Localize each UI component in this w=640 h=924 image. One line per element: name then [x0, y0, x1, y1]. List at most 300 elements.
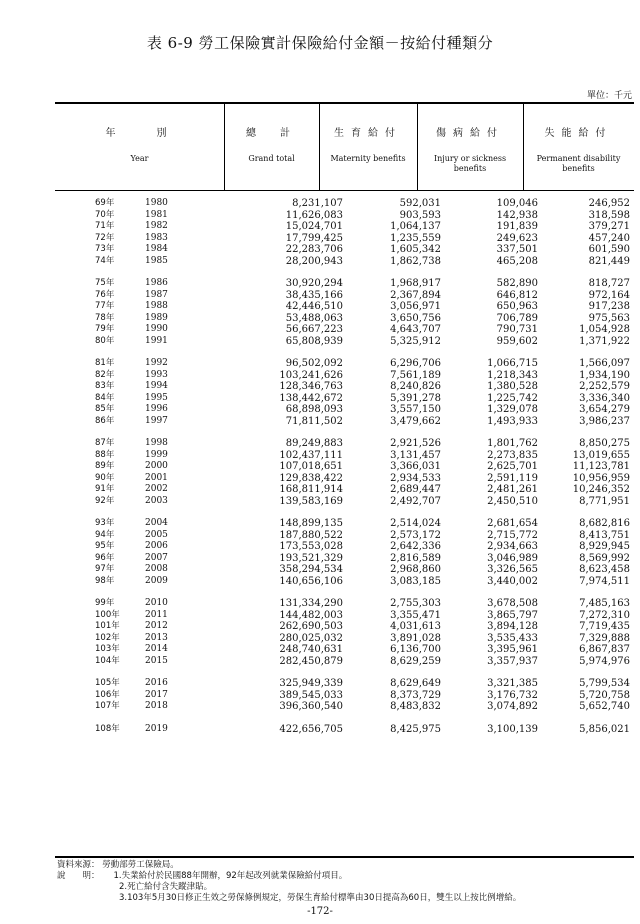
table-row [55, 678, 634, 690]
year-ad-cell: 1980 [145, 198, 168, 208]
injury-cell: 706,789 [496, 312, 538, 324]
grand-total-cell: 129,838,422 [279, 472, 343, 484]
year-ad-cell: 1985 [145, 255, 168, 266]
disability-cell: 13,019,655 [572, 449, 630, 461]
grand-total-cell: 56,667,223 [285, 324, 343, 335]
header-injury [417, 104, 523, 190]
table-row [55, 701, 634, 713]
table-row [55, 553, 634, 565]
maternity-cell: 2,689,447 [390, 484, 441, 495]
disability-cell: 318,598 [588, 209, 630, 221]
grand-total-cell: 89,249,883 [285, 438, 343, 449]
maternity-cell: 4,031,613 [390, 621, 441, 632]
injury-cell: 3,176,732 [487, 689, 538, 701]
grand-total-cell: 30,920,294 [285, 278, 343, 289]
injury-cell: 2,681,654 [487, 518, 538, 529]
maternity-cell: 2,934,533 [390, 472, 441, 484]
year-ad-cell: 2015 [145, 655, 168, 666]
year-roc-cell: 103年 [95, 644, 120, 654]
header-year-en: Year [130, 154, 149, 163]
year-roc-cell: 102年 [95, 632, 120, 643]
year-roc-cell: 98年 [95, 575, 115, 586]
table-row [55, 518, 634, 530]
year-roc-cell: 97年 [95, 564, 115, 574]
table-title: 表 6-9 勞工保險實計保險給付金額－按給付種類分 [146, 34, 494, 52]
maternity-cell: 8,629,259 [390, 655, 441, 667]
table-row [55, 656, 634, 668]
injury-cell: 465,208 [496, 255, 538, 267]
grand-total-cell: 131,334,290 [279, 598, 343, 609]
header-total-en: Grand total [248, 154, 295, 163]
injury-cell: 2,715,772 [487, 529, 538, 541]
disability-cell: 246,952 [588, 198, 630, 209]
year-ad-cell: 2010 [145, 598, 168, 608]
disability-cell: 821,449 [588, 255, 630, 267]
table-row [55, 381, 634, 393]
maternity-cell: 3,557,150 [390, 404, 441, 415]
year-ad-cell: 1984 [145, 244, 168, 254]
year-roc-cell: 85年 [95, 404, 115, 414]
header-divider [417, 104, 418, 190]
header-disability-zh: 失能給付 [544, 128, 613, 139]
table-header [55, 104, 634, 190]
maternity-cell: 3,891,028 [390, 632, 441, 644]
grand-total-cell: 96,502,092 [285, 358, 343, 369]
disability-cell: 975,563 [588, 312, 630, 324]
injury-cell: 1,493,933 [487, 415, 538, 427]
disability-cell: 10,246,352 [572, 484, 630, 495]
year-roc-cell: 73年 [95, 244, 115, 254]
grand-total-cell: 248,740,631 [279, 644, 343, 655]
year-ad-cell: 2000 [145, 461, 168, 471]
table-row [55, 278, 634, 290]
unit-label: 單位：千元 [586, 91, 632, 101]
table-row [55, 256, 634, 268]
injury-cell: 191,839 [496, 221, 538, 232]
year-roc-cell: 105年 [95, 678, 120, 688]
grand-total-cell: 128,346,763 [279, 381, 343, 392]
maternity-cell: 592,031 [399, 198, 441, 209]
injury-cell: 337,501 [496, 244, 538, 255]
disability-cell: 972,164 [588, 289, 630, 301]
maternity-cell: 5,391,278 [390, 392, 441, 404]
year-roc-cell: 86年 [95, 415, 115, 426]
table-row [55, 473, 634, 485]
injury-cell: 3,357,937 [487, 655, 538, 667]
disability-cell: 7,329,888 [579, 632, 630, 644]
grand-total-cell: 103,241,626 [279, 369, 343, 381]
maternity-cell: 2,514,024 [390, 518, 441, 529]
year-ad-cell: 2019 [145, 723, 168, 734]
year-ad-cell: 2006 [145, 541, 168, 551]
injury-cell: 959,602 [496, 335, 538, 347]
disability-cell: 2,252,579 [579, 381, 630, 392]
year-ad-cell: 2012 [145, 621, 168, 631]
grand-total-cell: 68,898,093 [285, 404, 343, 415]
year-ad-cell: 1981 [145, 209, 168, 220]
grand-total-cell: 282,450,879 [279, 655, 343, 667]
table-row [55, 541, 634, 553]
year-ad-cell: 2017 [145, 689, 168, 700]
year-ad-cell: 2018 [145, 701, 168, 711]
year-roc-cell: 91年 [95, 484, 115, 494]
year-roc-cell: 94年 [95, 529, 115, 540]
table-row [55, 530, 634, 542]
grand-total-cell: 102,437,111 [279, 449, 343, 461]
injury-cell: 1,801,762 [487, 438, 538, 449]
year-roc-cell: 106年 [95, 689, 120, 700]
maternity-cell: 6,296,706 [390, 358, 441, 369]
disability-cell: 3,654,279 [579, 404, 630, 415]
maternity-cell: 1,968,917 [390, 278, 441, 289]
grand-total-cell: 42,446,510 [285, 301, 343, 312]
injury-cell: 3,046,989 [487, 552, 538, 564]
injury-cell: 650,963 [496, 301, 538, 312]
year-roc-cell: 87年 [95, 438, 115, 448]
disability-cell: 8,929,945 [579, 541, 630, 552]
injury-cell: 2,591,119 [487, 472, 538, 484]
maternity-cell: 2,755,303 [390, 598, 441, 609]
note-2: 2.死亡給付含失蹤津貼。 [119, 882, 213, 892]
grand-total-cell: 107,018,651 [279, 461, 343, 472]
year-ad-cell: 1995 [145, 392, 168, 403]
year-ad-cell: 1983 [145, 232, 168, 243]
injury-cell: 1,218,343 [487, 369, 538, 381]
year-ad-cell: 1990 [145, 324, 168, 334]
disability-cell: 8,569,992 [579, 552, 630, 564]
maternity-cell: 3,131,457 [390, 449, 441, 461]
injury-cell: 1,380,528 [487, 381, 538, 392]
grand-total-cell: 65,808,939 [285, 335, 343, 347]
maternity-cell: 8,240,826 [390, 381, 441, 392]
maternity-cell: 3,056,971 [390, 301, 441, 312]
year-ad-cell: 2016 [145, 678, 168, 688]
year-roc-cell: 70年 [95, 209, 115, 220]
injury-cell: 646,812 [496, 289, 538, 301]
maternity-cell: 7,561,189 [390, 369, 441, 381]
table-row [55, 393, 634, 405]
disability-cell: 5,720,758 [579, 689, 630, 701]
table-row [55, 461, 634, 473]
table-row [55, 358, 634, 370]
header-divider [319, 104, 320, 190]
disability-cell: 3,986,237 [579, 415, 630, 427]
year-roc-cell: 77年 [95, 301, 115, 311]
disability-cell: 10,956,959 [572, 472, 630, 484]
year-ad-cell: 1998 [145, 438, 168, 448]
footnotes [57, 860, 521, 904]
injury-cell: 2,625,701 [487, 461, 538, 472]
disability-cell: 818,727 [588, 278, 630, 289]
disability-cell: 3,336,340 [579, 392, 630, 404]
disability-cell: 379,271 [588, 221, 630, 232]
table-row [55, 564, 634, 576]
injury-cell: 3,865,797 [487, 609, 538, 621]
year-roc-cell: 89年 [95, 461, 115, 471]
header-total [224, 104, 319, 190]
table-row [55, 621, 634, 633]
grand-total-cell: 138,442,672 [279, 392, 343, 404]
table-row [55, 450, 634, 462]
year-ad-cell: 1996 [145, 404, 168, 414]
table-row [55, 598, 634, 610]
injury-cell: 3,535,433 [487, 632, 538, 644]
table-row [55, 404, 634, 416]
injury-cell: 2,450,510 [487, 495, 538, 507]
header-disability-en: Permanent disability benefits [536, 154, 621, 173]
table-row [55, 301, 634, 313]
grand-total-cell: 22,283,706 [285, 244, 343, 255]
injury-cell: 3,074,892 [487, 701, 538, 712]
year-ad-cell: 2009 [145, 575, 168, 586]
maternity-cell: 8,483,832 [390, 701, 441, 712]
injury-cell: 1,066,715 [487, 358, 538, 369]
maternity-cell: 3,650,756 [390, 312, 441, 324]
year-ad-cell: 1999 [145, 449, 168, 460]
grand-total-cell: 11,626,083 [285, 209, 343, 221]
table-row [55, 438, 634, 450]
table-row [55, 324, 634, 336]
bottom-rule [55, 856, 634, 858]
header-year [55, 104, 224, 190]
maternity-cell: 3,479,662 [390, 415, 441, 427]
year-roc-cell: 82年 [95, 369, 115, 380]
year-roc-cell: 81年 [95, 358, 115, 368]
year-roc-cell: 104年 [95, 655, 120, 666]
disability-cell: 8,850,275 [579, 438, 630, 449]
year-roc-cell: 80年 [95, 335, 115, 346]
injury-cell: 249,623 [496, 232, 538, 244]
maternity-cell: 2,968,860 [390, 564, 441, 575]
grand-total-cell: 173,553,028 [279, 541, 343, 552]
grand-total-cell: 262,690,503 [279, 621, 343, 632]
year-ad-cell: 2008 [145, 564, 168, 574]
header-divider [523, 104, 524, 190]
injury-cell: 3,321,385 [487, 678, 538, 689]
maternity-cell: 5,325,912 [390, 335, 441, 347]
year-roc-cell: 71年 [95, 221, 115, 231]
year-ad-cell: 2004 [145, 518, 168, 528]
year-ad-cell: 1993 [145, 369, 168, 380]
year-roc-cell: 93年 [95, 518, 115, 528]
grand-total-cell: 396,360,540 [279, 701, 343, 712]
maternity-cell: 1,235,559 [390, 232, 441, 244]
maternity-cell: 3,366,031 [390, 461, 441, 472]
grand-total-cell: 71,811,502 [285, 415, 343, 427]
note-label: 說 明： [57, 871, 100, 881]
year-roc-cell: 96年 [95, 552, 115, 563]
table-body [55, 198, 634, 735]
table-row [55, 633, 634, 645]
disability-cell: 1,934,190 [579, 369, 630, 381]
disability-cell: 11,123,781 [572, 461, 630, 472]
injury-cell: 582,890 [496, 278, 538, 289]
disability-cell: 5,856,021 [579, 723, 630, 735]
year-ad-cell: 2003 [145, 495, 168, 506]
grand-total-cell: 53,488,063 [285, 312, 343, 324]
year-roc-cell: 107年 [95, 701, 120, 711]
note-line-1 [57, 871, 521, 882]
table-row [55, 221, 634, 233]
source-note: 資料來源： 勞動部勞工保險局。 [57, 860, 179, 870]
grand-total-cell: 187,880,522 [279, 529, 343, 541]
header-maternity-zh: 生育給付 [334, 128, 402, 139]
maternity-cell: 2,367,894 [390, 289, 441, 301]
header-maternity-en: Maternity benefits [330, 154, 406, 163]
year-roc-cell: 75年 [95, 278, 115, 288]
header-rule [55, 190, 634, 191]
grand-total-cell: 148,899,135 [279, 518, 343, 529]
table-row [55, 336, 634, 348]
injury-cell: 2,273,835 [487, 449, 538, 461]
year-ad-cell: 1986 [145, 278, 168, 288]
header-maternity [319, 104, 417, 190]
injury-cell: 1,225,742 [487, 392, 538, 404]
year-ad-cell: 1989 [145, 312, 168, 323]
table-row [55, 198, 634, 210]
year-ad-cell: 1982 [145, 221, 168, 231]
maternity-cell: 2,642,336 [390, 541, 441, 552]
injury-cell: 3,440,002 [487, 575, 538, 587]
maternity-cell: 903,593 [399, 209, 441, 221]
disability-cell: 601,590 [588, 244, 630, 255]
note-3: 3.103年5月30日修正生效之勞保條例規定，勞保生育給付標準由30日提高為60日，雙生以上按比例增給。 [119, 893, 522, 903]
year-roc-cell: 101年 [95, 621, 120, 631]
maternity-cell: 8,373,729 [390, 689, 441, 701]
table-row [55, 313, 634, 325]
table-row [55, 370, 634, 382]
disability-cell: 1,371,922 [579, 335, 630, 347]
disability-cell: 7,485,163 [579, 598, 630, 609]
year-ad-cell: 2014 [145, 644, 168, 654]
year-ad-cell: 2011 [145, 609, 168, 620]
injury-cell: 109,046 [496, 198, 538, 209]
table-row [55, 416, 634, 428]
disability-cell: 8,682,816 [579, 518, 630, 529]
maternity-cell: 2,573,172 [390, 529, 441, 541]
disability-cell: 6,867,837 [579, 644, 630, 655]
year-roc-cell: 88年 [95, 449, 115, 460]
table-row [55, 290, 634, 302]
grand-total-cell: 193,521,329 [279, 552, 343, 564]
grand-total-cell: 168,811,914 [279, 484, 343, 495]
injury-cell: 1,329,078 [487, 404, 538, 415]
year-roc-cell: 76年 [95, 289, 115, 300]
table-row [55, 233, 634, 245]
injury-cell: 142,938 [496, 209, 538, 221]
year-roc-cell: 72年 [95, 232, 115, 243]
table-row [55, 210, 634, 222]
year-ad-cell: 1997 [145, 415, 168, 426]
note-1: 1.失業給付於民國88年開辦，92年起改列就業保險給付項目。 [113, 871, 348, 881]
maternity-cell: 3,355,471 [390, 609, 441, 621]
table-row [55, 576, 634, 588]
year-ad-cell: 2007 [145, 552, 168, 563]
maternity-cell: 2,816,589 [390, 552, 441, 564]
year-roc-cell: 90年 [95, 472, 115, 483]
injury-cell: 3,395,961 [487, 644, 538, 655]
year-ad-cell: 2001 [145, 472, 168, 483]
maternity-cell: 6,136,700 [390, 644, 441, 655]
header-injury-en: Injury or sickness benefits [433, 154, 507, 173]
page-number: -172- [307, 906, 333, 917]
disability-cell: 917,238 [588, 301, 630, 312]
grand-total-cell: 139,583,169 [279, 495, 343, 507]
maternity-cell: 3,083,185 [390, 575, 441, 587]
grand-total-cell: 140,656,106 [279, 575, 343, 587]
grand-total-cell: 38,435,166 [285, 289, 343, 301]
injury-cell: 2,481,261 [487, 484, 538, 495]
injury-cell: 3,894,128 [487, 621, 538, 632]
year-ad-cell: 1991 [145, 335, 168, 346]
maternity-cell: 4,643,707 [390, 324, 441, 335]
disability-cell: 7,272,310 [579, 609, 630, 621]
year-ad-cell: 1992 [145, 358, 168, 368]
injury-cell: 790,731 [496, 324, 538, 335]
year-ad-cell: 2002 [145, 484, 168, 494]
year-ad-cell: 2005 [145, 529, 168, 540]
table-row [55, 496, 634, 508]
injury-cell: 3,678,508 [487, 598, 538, 609]
disability-cell: 5,974,976 [579, 655, 630, 667]
year-ad-cell: 1988 [145, 301, 168, 311]
grand-total-cell: 358,294,534 [279, 564, 343, 575]
grand-total-cell: 17,799,425 [285, 232, 343, 244]
disability-cell: 457,240 [588, 232, 630, 244]
disability-cell: 5,799,534 [579, 678, 630, 689]
disability-cell: 7,974,511 [579, 575, 630, 587]
maternity-cell: 8,629,649 [390, 678, 441, 689]
year-roc-cell: 84年 [95, 392, 115, 403]
table-row [55, 244, 634, 256]
table-row [55, 644, 634, 656]
year-roc-cell: 100年 [95, 609, 120, 620]
grand-total-cell: 15,024,701 [285, 221, 343, 232]
maternity-cell: 1,064,137 [390, 221, 441, 232]
header-year-zh: 年 別 [105, 128, 174, 139]
header-disability [523, 104, 634, 190]
year-roc-cell: 108年 [95, 723, 120, 734]
maternity-cell: 1,862,738 [390, 255, 441, 267]
disability-cell: 8,771,951 [579, 495, 630, 507]
injury-cell: 2,934,663 [487, 541, 538, 552]
grand-total-cell: 422,656,705 [279, 723, 343, 735]
maternity-cell: 1,605,342 [390, 244, 441, 255]
injury-cell: 3,326,565 [487, 564, 538, 575]
grand-total-cell: 280,025,032 [279, 632, 343, 644]
year-roc-cell: 95年 [95, 541, 115, 551]
injury-cell: 3,100,139 [487, 723, 538, 735]
year-roc-cell: 69年 [95, 198, 115, 208]
maternity-cell: 2,492,707 [390, 495, 441, 507]
disability-cell: 5,652,740 [579, 701, 630, 712]
table-row [55, 610, 634, 622]
year-roc-cell: 83年 [95, 381, 115, 391]
year-roc-cell: 79年 [95, 324, 115, 334]
table-row [55, 484, 634, 496]
year-roc-cell: 92年 [95, 495, 115, 506]
header-divider [224, 104, 225, 190]
grand-total-cell: 325,949,339 [279, 678, 343, 689]
grand-total-cell: 28,200,943 [285, 255, 343, 267]
year-roc-cell: 74年 [95, 255, 115, 266]
disability-cell: 1,566,097 [579, 358, 630, 369]
disability-cell: 8,623,458 [579, 564, 630, 575]
grand-total-cell: 144,482,003 [279, 609, 343, 621]
year-ad-cell: 2013 [145, 632, 168, 643]
year-roc-cell: 99年 [95, 598, 115, 608]
disability-cell: 1,054,928 [579, 324, 630, 335]
